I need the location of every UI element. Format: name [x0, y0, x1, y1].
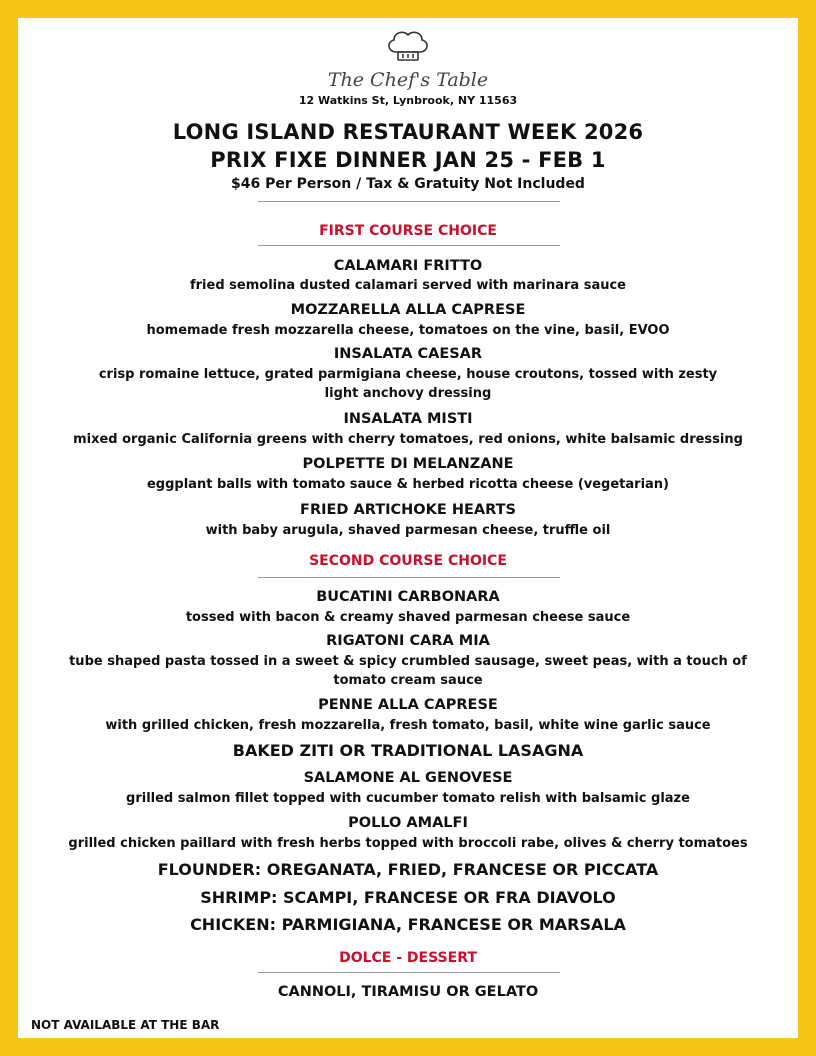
footer-note: NOT AVAILABLE AT THE BAR: [31, 1018, 220, 1032]
menu-item-name: PENNE ALLA CAPRESE: [318, 697, 498, 713]
divider: [258, 577, 560, 578]
divider: [258, 972, 560, 973]
menu-item-name: BAKED ZITI OR TRADITIONAL LASAGNA: [232, 741, 584, 760]
menu-item-desc: mixed organic California greens with cherry tomatoes, red onions, white balsamic dressing: [73, 432, 743, 447]
menu-item-name: CALAMARI FRITTO: [333, 258, 483, 274]
menu-item-name: SHRIMP: SCAMPI, FRANCESE OR FRA DIAVOLO: [200, 888, 616, 907]
menu-item-desc: grilled salmon fillet topped with cucumber tomato relish with balsamic glaze: [126, 791, 690, 806]
divider: [258, 245, 560, 246]
menu-item-name: CANNOLI, TIRAMISU OR GELATO: [277, 984, 539, 1000]
logo-wordmark: The Chef's Table: [328, 69, 488, 91]
menu-item-name: RIGATONI CARA MIA: [326, 633, 490, 649]
restaurant-address: 12 Watkins St, Lynbrook, NY 11563: [298, 94, 518, 107]
menu-item-name: SALAMONE AL GENOVESE: [303, 770, 513, 786]
menu-title: PRIX FIXE DINNER JAN 25 - FEB 1: [210, 148, 606, 172]
event-title: LONG ISLAND RESTAURANT WEEK 2026: [172, 120, 644, 144]
menu-item-name: CHICKEN: PARMIGIANA, FRANCESE OR MARSALA: [190, 915, 626, 934]
dessert-heading: DOLCE - DESSERT: [339, 950, 477, 966]
chef-hat-icon: [389, 32, 427, 60]
menu-item-desc: with grilled chicken, fresh mozzarella, fresh tomato, basil, white wine garlic sauce: [105, 718, 711, 733]
second-course-heading: SECOND COURSE CHOICE: [309, 553, 507, 569]
menu-item-name: FRIED ARTICHOKE HEARTS: [300, 502, 516, 518]
menu-item-name: FLOUNDER: OREGANATA, FRIED, FRANCESE OR PICCATA: [157, 860, 659, 879]
menu-item-desc: with baby arugula, shaved parmesan cheese, truffle oil: [205, 523, 611, 538]
price-line: $46 Per Person / Tax & Gratuity Not Included: [231, 176, 585, 192]
first-course-heading: FIRST COURSE CHOICE: [319, 223, 497, 239]
menu-item-desc: eggplant balls with tomato sauce & herbed ricotta cheese (vegetarian): [146, 477, 669, 492]
menu-item-desc: homemade fresh mozzarella cheese, tomatoes on the vine, basil, EVOO: [146, 323, 670, 338]
menu-item-desc: crisp romaine lettuce, grated parmigiana cheese, house croutons, tossed with zesty light anchovy dressing: [98, 367, 718, 401]
menu-item-name: BUCATINI CARBONARA: [316, 589, 500, 605]
divider: [258, 201, 560, 202]
menu-item-name: MOZZARELLA ALLA CAPRESE: [290, 302, 526, 318]
restaurant-logo: [328, 22, 488, 102]
menu-item-desc: fried semolina dusted calamari served with marinara sauce: [189, 278, 626, 293]
menu-item-desc: tube shaped pasta tossed in a sweet & spicy crumbled sausage, sweet peas, with a touch of tomato cream sauce: [69, 654, 747, 688]
menu-item-name: POLLO AMALFI: [348, 815, 468, 831]
menu-item-desc: grilled chicken paillard with fresh herbs topped with broccoli rabe, olives & cherry tomatoes: [68, 836, 748, 851]
menu-page: [18, 18, 798, 1038]
menu-item-desc: tossed with bacon & creamy shaved parmesan cheese sauce: [185, 610, 631, 625]
menu-item-name: INSALATA MISTI: [343, 411, 473, 427]
menu-item-name: INSALATA CAESAR: [333, 346, 483, 362]
menu-item-name: POLPETTE DI MELANZANE: [302, 456, 514, 472]
